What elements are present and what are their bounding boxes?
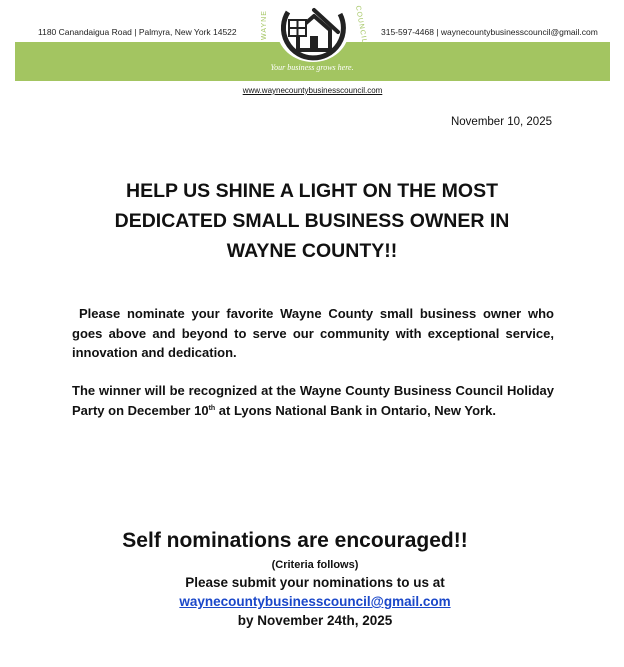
house-logo-icon <box>258 0 368 64</box>
headline <box>40 176 584 266</box>
council-logo <box>258 0 368 64</box>
headline-line: HELP US SHINE A LIGHT ON THE MOST <box>126 180 498 202</box>
website-link[interactable]: www.waynecountybusinesscouncil.com <box>242 86 383 95</box>
recognition-paragraph <box>72 381 554 420</box>
headline-line: WAYNE COUNTY!! <box>226 240 398 262</box>
deadline-text: by November 24th, 2025 <box>237 613 393 628</box>
tagline: Your business grows here. <box>270 63 354 72</box>
logo-right-text: COUNCIL <box>354 5 368 45</box>
email-link[interactable]: waynecountybusinesscouncil@gmail.com <box>179 594 451 609</box>
headline-line: DEDICATED SMALL BUSINESS OWNER IN <box>114 210 510 232</box>
date-ordinal: th <box>208 404 216 412</box>
recognition-text-start: The winner will be recognized at the Wayne County Business Council Holiday Party on December 10 <box>72 383 554 418</box>
nomination-paragraph <box>72 304 554 363</box>
submit-instruction: Please submit your nominations to us at <box>185 575 445 590</box>
nomination-text: Please nominate your favorite Wayne County small business owner who goes above and beyond to serve our community with exceptional service, innovation and dedication. <box>72 306 554 360</box>
contact-text: 315-597-4468 | waynecountybusinesscouncil@gmail.com <box>381 27 598 37</box>
self-nomination-heading: Self nominations are encouraged!! <box>122 529 468 552</box>
criteria-note: (Criteria follows) <box>271 559 359 571</box>
letter-date: November 10, 2025 <box>450 116 552 128</box>
recognition-text-end: at Lyons National Bank in Ontario, New York. <box>215 402 496 418</box>
address-text: 1180 Canandaigua Road | Palmyra, New York 14522 <box>38 27 237 37</box>
logo-left-text: WAYNE <box>261 10 268 40</box>
